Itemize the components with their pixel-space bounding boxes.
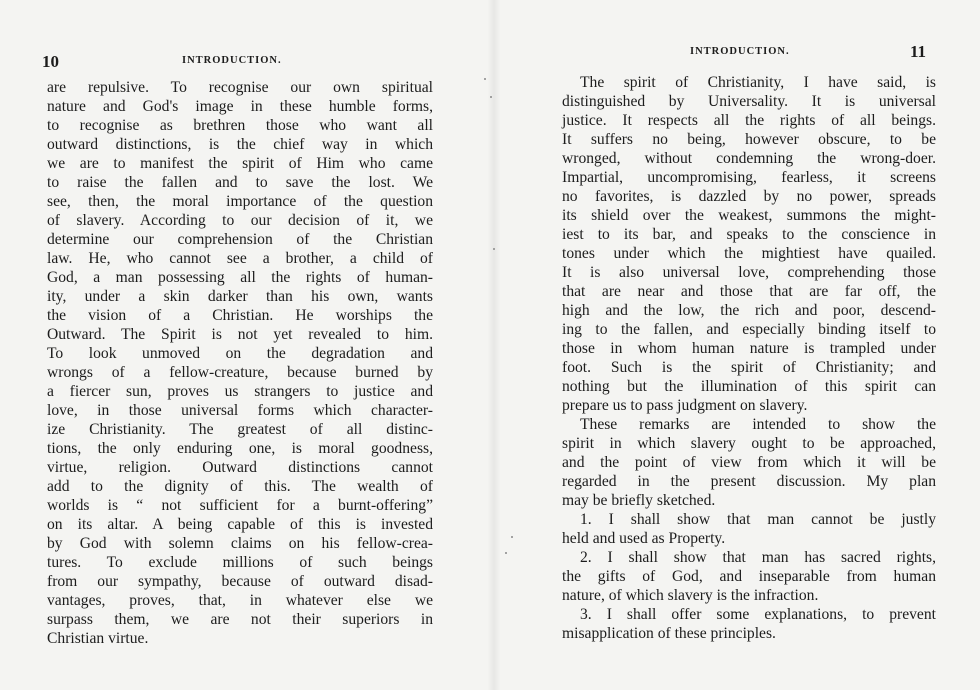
text-line: These remarks are intended to show the (580, 416, 936, 433)
text-line: foot. Such is the spirit of Christianity; and (562, 359, 936, 376)
text-line: held and used as Property. (562, 530, 726, 547)
text-line: to raise the fallen and to save the lost. We (47, 174, 433, 191)
text-line: 1. I shall show that man cannot be justly (580, 511, 936, 528)
text-line: iest to its bar, and speaks to the conscience in (562, 226, 936, 243)
paper-speck (484, 78, 486, 80)
text-line: distinguished by Universality. It is universal (562, 93, 936, 110)
text-line: a fiercer sun, proves us strangers to justice and (47, 383, 433, 400)
paper-speck (493, 248, 495, 250)
text-line: the vision of a Christian. He worships the (47, 307, 433, 324)
running-head: INTRODUCTION. (182, 55, 282, 66)
text-line: misapplication of these principles. (562, 625, 776, 642)
text-line: 2. I shall show that man has sacred rights, (580, 549, 936, 566)
text-line: spirit in which slavery ought to be approached, (562, 435, 936, 452)
text-line: to recognise as brethren those who want all (47, 117, 433, 134)
right-page (490, 0, 980, 690)
text-line: nothing but the illumination of this spirit can (562, 378, 936, 395)
text-line: regarded in the present discussion. My plan (562, 473, 936, 490)
text-line: law. He, who cannot see a brother, a child of (47, 250, 433, 267)
text-line: Christian virtue. (47, 630, 149, 647)
text-line: Impartial, uncompromising, fearless, it screens (562, 169, 936, 186)
text-line: we are to manifest the spirit of Him who came (47, 155, 433, 172)
page-number: 11 (910, 42, 927, 61)
text-line: It is also universal love, comprehending those (562, 264, 936, 281)
text-line: It suffers no being, however obscure, to be (562, 131, 936, 148)
text-line: high and the low, the rich and poor, descend- (562, 302, 936, 319)
text-line: prepare us to pass judgment on slavery. (562, 397, 808, 414)
text-line: surpass them, we are not their superiors in (47, 611, 433, 628)
text-line: that are near and those that are far off, the (562, 283, 936, 300)
page-body (47, 78, 433, 648)
page-number: 10 (42, 52, 59, 71)
text-line: of slavery. According to our decision of it, we (47, 212, 433, 229)
text-line: tures. To exclude millions of such beings (47, 554, 433, 571)
text-line: wrongs of a fellow-creature, because burned by (47, 364, 433, 381)
paper-speck (490, 96, 492, 98)
running-head: INTRODUCTION. (690, 46, 790, 57)
text-line: from our sympathy, because of outward disad- (47, 573, 433, 590)
text-line: justice. It respects all the rights of all beings. (562, 112, 936, 129)
text-line: are repulsive. To recognise our own spiritual (47, 79, 433, 96)
paper-speck (511, 536, 513, 538)
text-line: nature, of which slavery is the infraction. (562, 587, 819, 604)
text-line: worlds is “ not sufficient for a burnt-offering” (47, 497, 433, 514)
text-line: determine our comprehension of the Christian (47, 231, 433, 248)
text-line: add to the dignity of this. The wealth of (47, 478, 433, 495)
page-body (562, 73, 936, 643)
text-line: tones under which the mightiest have quailed. (562, 245, 936, 262)
text-line: God, a man possessing all the rights of human- (47, 269, 433, 286)
text-line: 3. I shall offer some explanations, to prevent (580, 606, 936, 623)
text-line: the gifts of God, and inseparable from human (562, 568, 936, 585)
text-line: those in whom human nature is trampled under (562, 340, 936, 357)
text-line: see, then, the moral importance of the question (47, 193, 433, 210)
text-line: To look unmoved on the degradation and (47, 345, 433, 362)
text-line: tions, the only enduring one, is moral goodness, (47, 440, 433, 457)
text-line: ity, under a skin darker than his own, wants (47, 288, 433, 305)
text-line: vantages, proves, that, in whatever else we (47, 592, 433, 609)
text-line: ing to the fallen, and especially binding itself to (562, 321, 936, 338)
text-line: on its altar. A being capable of this is invested (47, 516, 433, 533)
text-line: ize Christianity. The greatest of all distinc- (47, 421, 433, 438)
text-line: no favorites, is dazzled by no power, spreads (562, 188, 936, 205)
paper-speck (505, 552, 507, 554)
text-line: its shield over the weakest, summons the might- (562, 207, 936, 224)
text-line: virtue, religion. Outward distinctions cannot (47, 459, 433, 476)
text-line: by God with solemn claims on his fellow-crea- (47, 535, 433, 552)
text-line: The spirit of Christianity, I have said, is (580, 74, 936, 91)
text-line: love, in those universal forms which character- (47, 402, 433, 419)
text-line: and the point of view from which it will be (562, 454, 936, 471)
text-line: wronged, without condemning the wrong-doer. (562, 150, 936, 167)
text-line: outward distinctions, is the chief way in which (47, 136, 433, 153)
text-line: nature and God's image in these humble forms, (47, 98, 433, 115)
text-line: may be briefly sketched. (562, 492, 716, 509)
text-line: Outward. The Spirit is not yet revealed to him. (47, 326, 433, 343)
